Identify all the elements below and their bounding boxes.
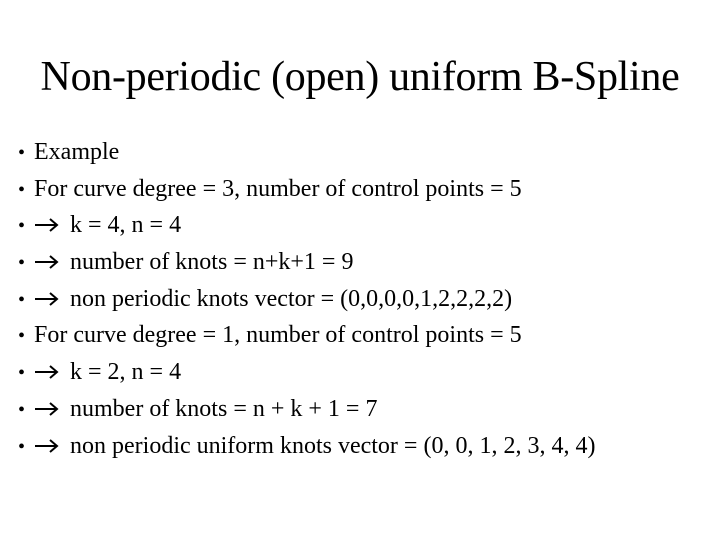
- right-arrow-icon: [34, 438, 60, 454]
- bullet-text: [34, 354, 181, 391]
- list-item: [18, 317, 718, 354]
- right-arrow-icon: [34, 364, 60, 380]
- bullet-label: k = 2, n = 4: [70, 359, 182, 386]
- bullet-label: For curve degree = 1, number of control points = 5: [34, 322, 522, 349]
- bullet-text: [34, 244, 353, 281]
- bullet-list: [18, 134, 718, 464]
- bullet-label: number of knots = n + k + 1 = 7: [70, 395, 378, 422]
- bullet-label: For curve degree = 3, number of control points = 5: [34, 175, 522, 202]
- bullet-label: non periodic knots vector = (0,0,0,0,1,2,2,2,2): [70, 285, 513, 312]
- bullet-text: [34, 134, 119, 171]
- bullet-icon: •: [18, 362, 26, 385]
- list-item: [18, 354, 718, 391]
- list-item: [18, 281, 718, 318]
- bullet-label: non periodic uniform knots vector = (0, 0, 1, 2, 3, 4, 4): [70, 432, 596, 459]
- bullet-icon: •: [18, 142, 26, 164]
- bullet-text: [34, 317, 522, 354]
- list-item: [18, 171, 718, 208]
- list-item: [18, 244, 718, 281]
- bullet-text: [34, 428, 595, 465]
- list-item: [18, 391, 718, 428]
- bullet-text: [34, 281, 512, 318]
- right-arrow-icon: [34, 254, 60, 270]
- bullet-icon: •: [18, 398, 26, 421]
- bullet-icon: •: [18, 325, 26, 348]
- bullet-text: [34, 171, 522, 208]
- list-item: [18, 428, 718, 465]
- list-item: [18, 207, 718, 244]
- bullet-icon: •: [18, 435, 26, 458]
- bullet-text: [34, 391, 377, 428]
- bullet-icon: •: [18, 252, 26, 275]
- list-item: [18, 134, 718, 171]
- right-arrow-icon: [34, 291, 60, 307]
- bullet-label: number of knots = n+k+1 = 9: [70, 249, 354, 276]
- bullet-icon: •: [18, 288, 26, 311]
- right-arrow-icon: [34, 401, 60, 417]
- bullet-icon: •: [18, 215, 26, 238]
- bullet-icon: •: [18, 178, 26, 201]
- bullet-text: [34, 207, 181, 244]
- bullet-label: k = 4, n = 4: [70, 212, 182, 239]
- right-arrow-icon: [34, 217, 60, 233]
- bullet-label: Example: [34, 139, 120, 165]
- slide-title: Non-periodic (open) uniform B-Spline: [40, 54, 680, 100]
